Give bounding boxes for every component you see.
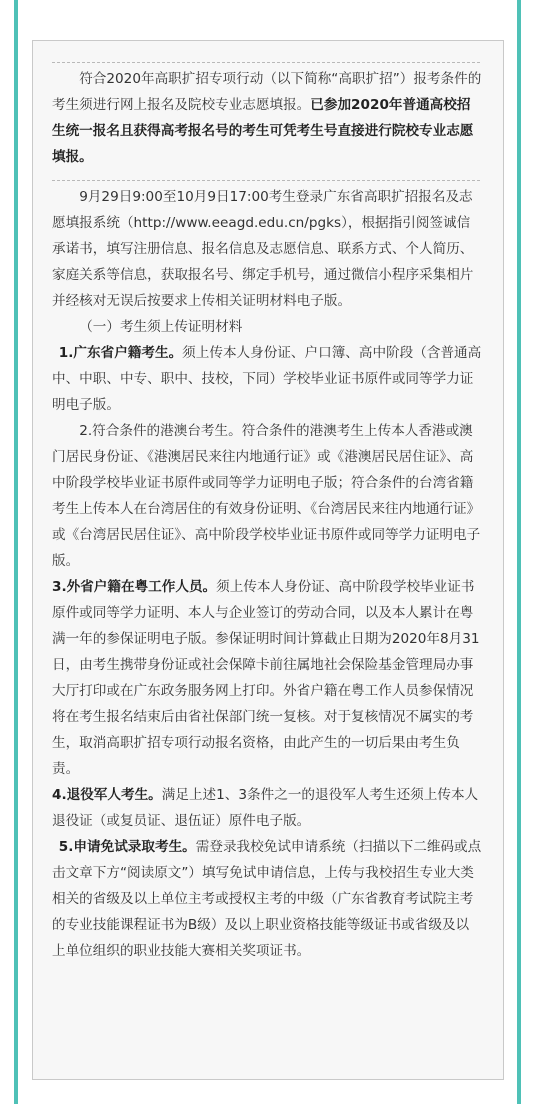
item-3-title: 3.外省户籍在粤工作人员。 xyxy=(52,579,217,595)
right-frame-border xyxy=(517,0,521,1104)
item-4-title: 4.退役军人考生。 xyxy=(52,787,162,803)
item-3-text: 须上传本人身份证、高中阶段学校毕业证书原件或同等学力证明、本人与企业签订的劳动合同，以及本人累计在粤满一年的参保证明电子版。参保证明时间计算截止日期为2020年8月31日，由考生携带身份证或社会保障卡前往属地社会保险基金管理局办事大厅打印或在广东政务服务网上打印。外省户籍在粤工作人员参保情况将在考生报名结束后由省社保部门统一复核。对于复核情况不属实的考生，取消高职扩招专项行动报名资格，由此产生的一切后果由考生负责。 xyxy=(52,579,480,777)
item-1-text: 须上传本人身份证、户口簿、高中阶段（含普通高中、中职、中专、职中、技校，下同）学校毕业证书原件或同等学力证明电子版。 xyxy=(52,345,482,413)
section-heading: （一）考生须上传证明材料 xyxy=(79,319,243,335)
item-2-text: 2.符合条件的港澳台考生。符合条件的港澳考生上传本人香港或澳门居民身份证、《港澳居民来往内地通行证》或《港澳居民居住证》、高中阶段学校毕业证书原件或同等学力证明电子版；符合条件的台湾省籍考生上传本人在台湾居住的有效身份证明、《台湾居民来往内地通行证》或《台湾居民居住证》、高中阶段学校毕业证书原件或同等学力证明电子版。 xyxy=(52,423,481,569)
item-5-text: 需登录我校免试申请系统（扫描以下二维码或点击文章下方“阅读原文”）填写免试申请信息，上传与我校招生专业大类相关的省级及以上单位主考或授权主考的中级（广东省教育考试院主考的专业技能课程证书为B级）及以上职业资格技能等级证书或省级及以上单位组织的职业技能大赛相关奖项证书。 xyxy=(52,839,482,959)
article-content xyxy=(52,66,482,964)
left-frame-border xyxy=(14,0,18,1104)
registration-paragraph: 9月29日9:00至10月9日17:00考生登录广东省高职扩招报名及志愿填报系统（http://www.eeagd.edu.cn/pgks），根据指引阅签诚信承诺书，填写注册信息、报名信息及志愿信息、联系方式、个人简历、家庭关系等信息，获取报名号、绑定手机号，通过微信小程序采集相片并经核对无误后按要求上传相关证明材料电子版。 xyxy=(52,189,474,309)
item-exam-exemption xyxy=(52,834,482,964)
item-1-title: 1.广东省户籍考生。 xyxy=(58,345,183,361)
item-other-province-workers xyxy=(52,574,482,782)
item-veterans xyxy=(52,782,482,834)
item-guangdong-residents xyxy=(52,340,482,418)
intro-bold-text: 已参加2020年普通高校招生统一报名且获得高考报名号的考生可凭考生号直接进行院校专业志愿填报。 xyxy=(52,97,474,165)
intro-paragraph xyxy=(52,66,482,170)
item-hk-macao-taiwan xyxy=(52,418,482,574)
item-5-title: 5.申请免试录取考生。 xyxy=(58,839,196,855)
intro-text: 符合2020年高职扩招专项行动（以下简称“高职扩招”）报考条件的考生须进行网上报名及院校专业志愿填报。 xyxy=(52,71,482,113)
top-dashed-divider xyxy=(52,62,480,63)
item-4-text: 满足上述1、3条件之一的退役军人考生还须上传本人退役证（或复员证、退伍证）原件电子版。 xyxy=(52,787,479,829)
